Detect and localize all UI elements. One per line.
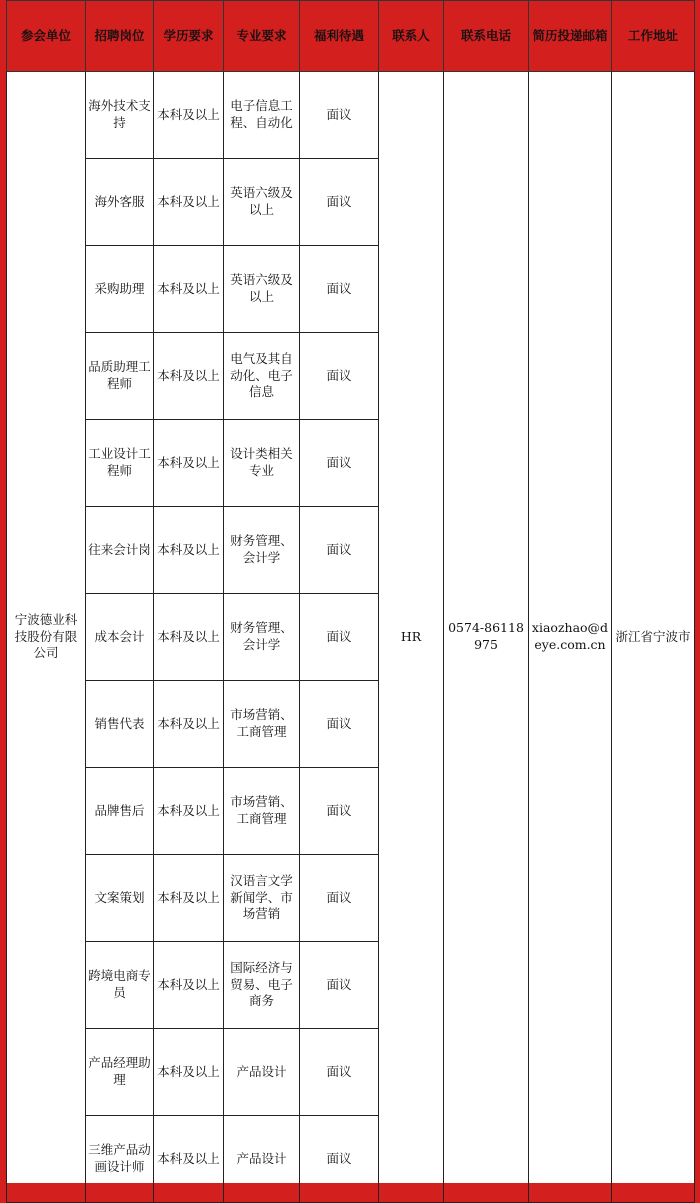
phone-cell: 0574-86118975: [444, 72, 529, 1203]
benefits-cell: 面议: [300, 72, 379, 159]
education-cell: 本科及以上: [154, 855, 224, 942]
education-cell: 本科及以上: [154, 333, 224, 420]
position-cell: 跨境电商专员: [86, 942, 154, 1029]
education-cell: 本科及以上: [154, 594, 224, 681]
benefits-cell: 面议: [300, 1029, 379, 1116]
address-cell: 浙江省宁波市: [612, 72, 695, 1203]
major-cell: 电气及其自动化、电子信息: [224, 333, 300, 420]
education-cell: 本科及以上: [154, 681, 224, 768]
position-cell: 销售代表: [86, 681, 154, 768]
position-cell: 三维产品动画设计师: [86, 1116, 154, 1203]
benefits-cell: 面议: [300, 681, 379, 768]
education-cell: 本科及以上: [154, 420, 224, 507]
benefits-cell: 面议: [300, 855, 379, 942]
benefits-cell: 面议: [300, 333, 379, 420]
major-cell: 市场营销、工商管理: [224, 768, 300, 855]
major-cell: 产品设计: [224, 1116, 300, 1203]
table-row: [7, 72, 695, 159]
education-cell: 本科及以上: [154, 159, 224, 246]
header-contact: 联系人: [379, 1, 444, 72]
major-cell: 财务管理、会计学: [224, 594, 300, 681]
header-email: 简历投递邮箱: [529, 1, 612, 72]
education-cell: 本科及以上: [154, 246, 224, 333]
major-cell: 英语六级及以上: [224, 159, 300, 246]
header-company: 参会单位: [7, 1, 86, 72]
position-cell: 成本会计: [86, 594, 154, 681]
education-cell: 本科及以上: [154, 942, 224, 1029]
header-phone: 联系电话: [444, 1, 529, 72]
header-major: 专业要求: [224, 1, 300, 72]
position-cell: 品牌售后: [86, 768, 154, 855]
benefits-cell: 面议: [300, 768, 379, 855]
position-cell: 品质助理工程师: [86, 333, 154, 420]
email-cell[interactable]: xiaozhao@deye.com.cn: [529, 72, 612, 1203]
benefits-cell: 面议: [300, 1116, 379, 1203]
major-cell: 电子信息工程、自动化: [224, 72, 300, 159]
major-cell: 设计类相关专业: [224, 420, 300, 507]
major-cell: 财务管理、会计学: [224, 507, 300, 594]
position-cell: 海外客服: [86, 159, 154, 246]
header-address: 工作地址: [612, 1, 695, 72]
position-cell: 海外技术支持: [86, 72, 154, 159]
benefits-cell: 面议: [300, 507, 379, 594]
position-cell: 文案策划: [86, 855, 154, 942]
company-cell: 宁波德业科技股份有限公司: [7, 72, 86, 1203]
header-education: 学历要求: [154, 1, 224, 72]
benefits-cell: 面议: [300, 942, 379, 1029]
contact-cell: HR: [379, 72, 444, 1203]
education-cell: 本科及以上: [154, 768, 224, 855]
major-cell: 国际经济与贸易、电子商务: [224, 942, 300, 1029]
position-cell: 往来会计岗: [86, 507, 154, 594]
header-benefits: 福利待遇: [300, 1, 379, 72]
position-cell: 采购助理: [86, 246, 154, 333]
major-cell: 英语六级及以上: [224, 246, 300, 333]
education-cell: 本科及以上: [154, 1116, 224, 1203]
benefits-cell: 面议: [300, 246, 379, 333]
benefits-cell: 面议: [300, 420, 379, 507]
major-cell: 市场营销、工商管理: [224, 681, 300, 768]
position-cell: 工业设计工程师: [86, 420, 154, 507]
education-cell: 本科及以上: [154, 72, 224, 159]
education-cell: 本科及以上: [154, 507, 224, 594]
recruitment-table: [6, 0, 695, 1203]
benefits-cell: 面议: [300, 159, 379, 246]
major-cell: 汉语言文学新闻学、市场营销: [224, 855, 300, 942]
header-row: [7, 1, 695, 72]
benefits-cell: 面议: [300, 594, 379, 681]
position-cell: 产品经理助理: [86, 1029, 154, 1116]
header-position: 招聘岗位: [86, 1, 154, 72]
major-cell: 产品设计: [224, 1029, 300, 1116]
education-cell: 本科及以上: [154, 1029, 224, 1116]
